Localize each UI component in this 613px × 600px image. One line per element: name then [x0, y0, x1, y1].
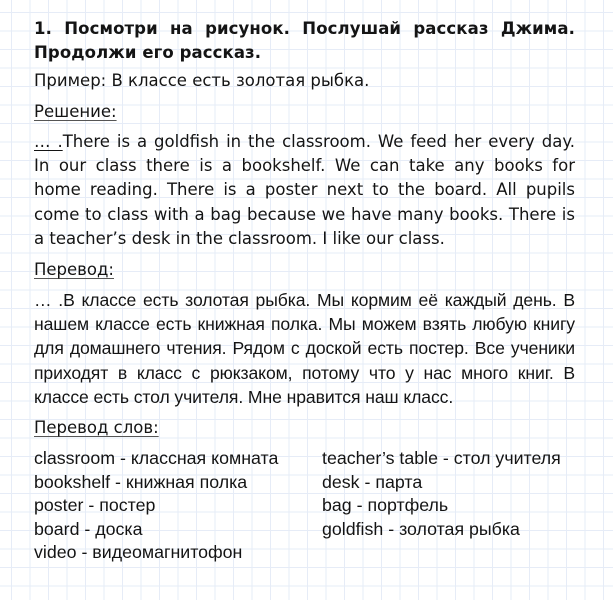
vocab-item: poster - постер: [34, 495, 156, 516]
task-title: [34, 17, 575, 65]
task-title-line-1: 1. Посмотри на рисунок. Послушай рассказ Джима.: [34, 19, 575, 38]
content-area: [34, 17, 575, 565]
vocab-item: bookshelf - книжная полка: [34, 471, 248, 492]
vocab-item: video - видеомагнитофон: [34, 542, 243, 563]
solution-ellipsis: … .: [34, 132, 63, 151]
vocab-item: goldfish - золотая рыбка: [322, 518, 520, 539]
vocab-item: teacher’s table - стол учителя: [322, 448, 561, 469]
translation-heading-wrap: [34, 258, 575, 282]
translation-paragraph: … .В классе есть золотая рыбка. Мы кормим её каждый день. В нашем классе есть книжная полка. Мы можем взять любую книгу для домашнего чтения. Рядом с доской есть постер. Все ученики приходят в класс с рюкзаком, потому что у нас много книг. В классе есть стол учителя. Мне нравится наш класс.: [34, 290, 575, 407]
vocab-item: bag - портфель: [322, 495, 449, 516]
vocabulary-list: [34, 447, 575, 565]
example-text: Пример: В классе есть золотая рыбка.: [34, 71, 370, 90]
vocab-item: board - доска: [34, 518, 143, 539]
task-title-line-2: Продолжи его рассказ.: [34, 43, 262, 62]
solution-heading-wrap: [34, 100, 575, 124]
solution-paragraph: [34, 130, 575, 251]
vocabulary-heading: Перевод слов:: [34, 418, 159, 438]
solution-text: There is a goldfish in the classroom. We feed her every day. In our class there is a bookshelf. We can take any books for home reading. There is a poster next to the board. All pupils come to class with a bag because we have many books. There is a teacher’s desk in the classroom. I like our class.: [34, 132, 575, 248]
vocab-item-empty: [322, 541, 575, 565]
solution-heading: Решение:: [34, 102, 117, 121]
translation-heading: Перевод:: [34, 260, 114, 280]
vocab-item: desk - парта: [322, 471, 423, 492]
vocab-item: classroom - классная комната: [34, 448, 279, 469]
vocabulary-heading-wrap: [34, 416, 575, 440]
